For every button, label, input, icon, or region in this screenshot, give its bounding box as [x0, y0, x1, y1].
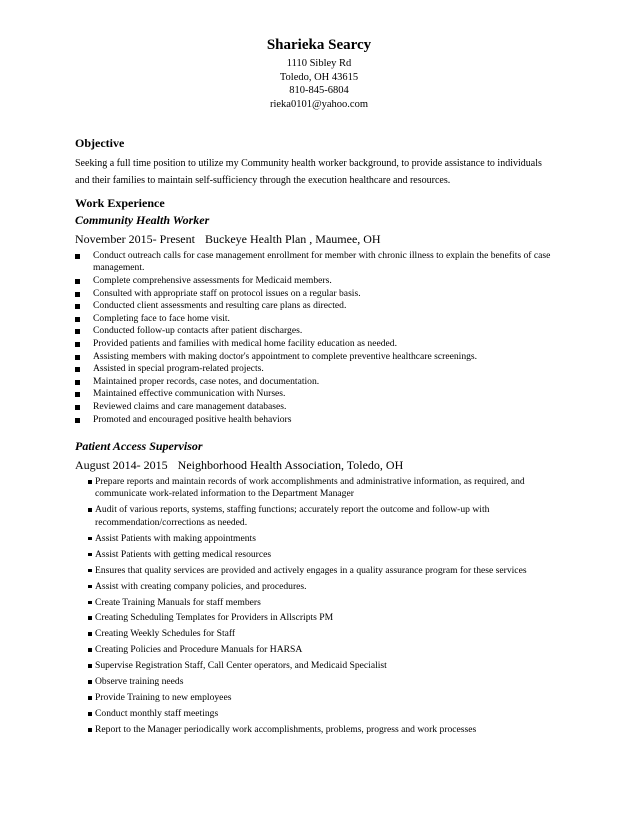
candidate-name: Sharieka Searcy — [266, 37, 372, 53]
job-dates-employer — [75, 232, 381, 247]
list-item: Prepare reports and maintain records of work accomplishments and administrative information, as required, and communicate work-related information to the Department Manager — [95, 476, 575, 501]
bullet-icon — [75, 304, 80, 309]
list-item: Maintained proper records, case notes, and documentation. — [93, 376, 563, 388]
list-item: Conducted client assessments and resulting care plans as directed. — [93, 300, 563, 312]
bullet-icon — [88, 537, 92, 541]
bullet-icon — [88, 728, 92, 732]
list-item: Complete comprehensive assessments for Medicaid members. — [93, 275, 563, 287]
phone-line: 810-845-6804 — [289, 85, 349, 96]
bullet-icon — [75, 292, 80, 297]
list-item: Consulted with appropriate staff on protocol issues on a regular basis. — [93, 288, 563, 300]
list-item: Observe training needs — [95, 676, 575, 688]
bullet-icon — [88, 664, 92, 668]
job-title: Community Health Worker — [75, 213, 210, 227]
bullet-icon — [75, 405, 80, 410]
bullet-icon — [75, 329, 80, 334]
job-duties-list — [95, 476, 575, 740]
job-employer: Neighborhood Health Association, Toledo, OH — [177, 458, 404, 472]
list-item: Ensures that quality services are provided and actively engages in a quality assurance program for these services — [95, 565, 575, 577]
bullet-icon — [75, 418, 80, 423]
bullet-icon — [88, 601, 92, 605]
bullet-icon — [88, 508, 92, 512]
bullet-icon — [88, 585, 92, 589]
bullet-icon — [75, 367, 80, 372]
list-item: Assist with creating company policies, and procedures. — [95, 581, 575, 593]
job-title: Patient Access Supervisor — [75, 439, 203, 453]
bullet-icon — [88, 696, 92, 700]
bullet-icon — [88, 680, 92, 684]
bullet-icon — [75, 279, 80, 284]
bullet-icon — [75, 254, 80, 259]
bullet-icon — [88, 553, 92, 557]
list-item: Create Training Manuals for staff members — [95, 597, 575, 609]
list-item: Assist Patients with making appointments — [95, 533, 575, 545]
list-item: Creating Scheduling Templates for Providers in Allscripts PM — [95, 612, 575, 624]
objective-text: Seeking a full time position to utilize my Community health worker background, to provide assistance to individuals and their families to maintain self-sufficiency through the execution healthcare and resources. — [75, 158, 542, 186]
bullet-icon — [88, 712, 92, 716]
list-item: Conducted follow-up contacts after patient discharges. — [93, 325, 563, 337]
list-item: Assist Patients with getting medical resources — [95, 549, 575, 561]
list-item: Conduct outreach calls for case management enrollment for member with chronic illness to explain the benefits of case management. — [93, 250, 563, 275]
bullet-icon — [88, 632, 92, 636]
list-item: Conduct monthly staff meetings — [95, 708, 575, 720]
list-item: Supervise Registration Staff, Call Center operators, and Medicaid Specialist — [95, 660, 575, 672]
list-item: Audit of various reports, systems, staffing functions; accurately report the outcome and follow-up with recommendation/corrections as needed. — [95, 504, 575, 529]
job-dates-employer — [75, 458, 403, 473]
job-dates: November 2015- Present — [75, 232, 195, 246]
list-item: Assisted in special program-related projects. — [93, 363, 563, 375]
list-item: Creating Weekly Schedules for Staff — [95, 628, 575, 640]
job-dates: August 2014- 2015 — [75, 458, 168, 472]
bullet-icon — [88, 616, 92, 620]
work-experience-heading: Work Experience — [75, 196, 165, 210]
list-item: Assisting members with making doctor's appointment to complete preventive healthcare screenings. — [93, 351, 563, 363]
bullet-icon — [88, 569, 92, 573]
job-employer: Buckeye Health Plan , Maumee, OH — [204, 232, 381, 246]
city-line: Toledo, OH 43615 — [279, 71, 359, 83]
list-item: Promoted and encouraged positive health behaviors — [93, 414, 563, 426]
list-item: Completing face to face home visit. — [93, 313, 563, 325]
bullet-icon — [75, 355, 80, 360]
list-item: Reviewed claims and care management databases. — [93, 401, 563, 413]
address-line: 1110 Sibley Rd — [286, 58, 352, 69]
bullet-icon — [75, 380, 80, 385]
bullet-icon — [88, 480, 92, 484]
list-item: Provide Training to new employees — [95, 692, 575, 704]
resume-header — [0, 36, 638, 111]
list-item: Report to the Manager periodically work accomplishments, problems, progress and work processes — [95, 724, 575, 736]
list-item: Provided patients and families with medical home facility education as needed. — [93, 338, 563, 350]
bullet-icon — [75, 317, 80, 322]
job-duties-list — [93, 250, 563, 426]
bullet-icon — [75, 392, 80, 397]
objective-heading: Objective — [75, 136, 125, 150]
email-line: rieka0101@yahoo.com — [269, 98, 369, 110]
bullet-icon — [75, 342, 80, 347]
list-item: Creating Policies and Procedure Manuals for HARSA — [95, 644, 575, 656]
bullet-icon — [88, 648, 92, 652]
list-item: Maintained effective communication with Nurses. — [93, 388, 563, 400]
